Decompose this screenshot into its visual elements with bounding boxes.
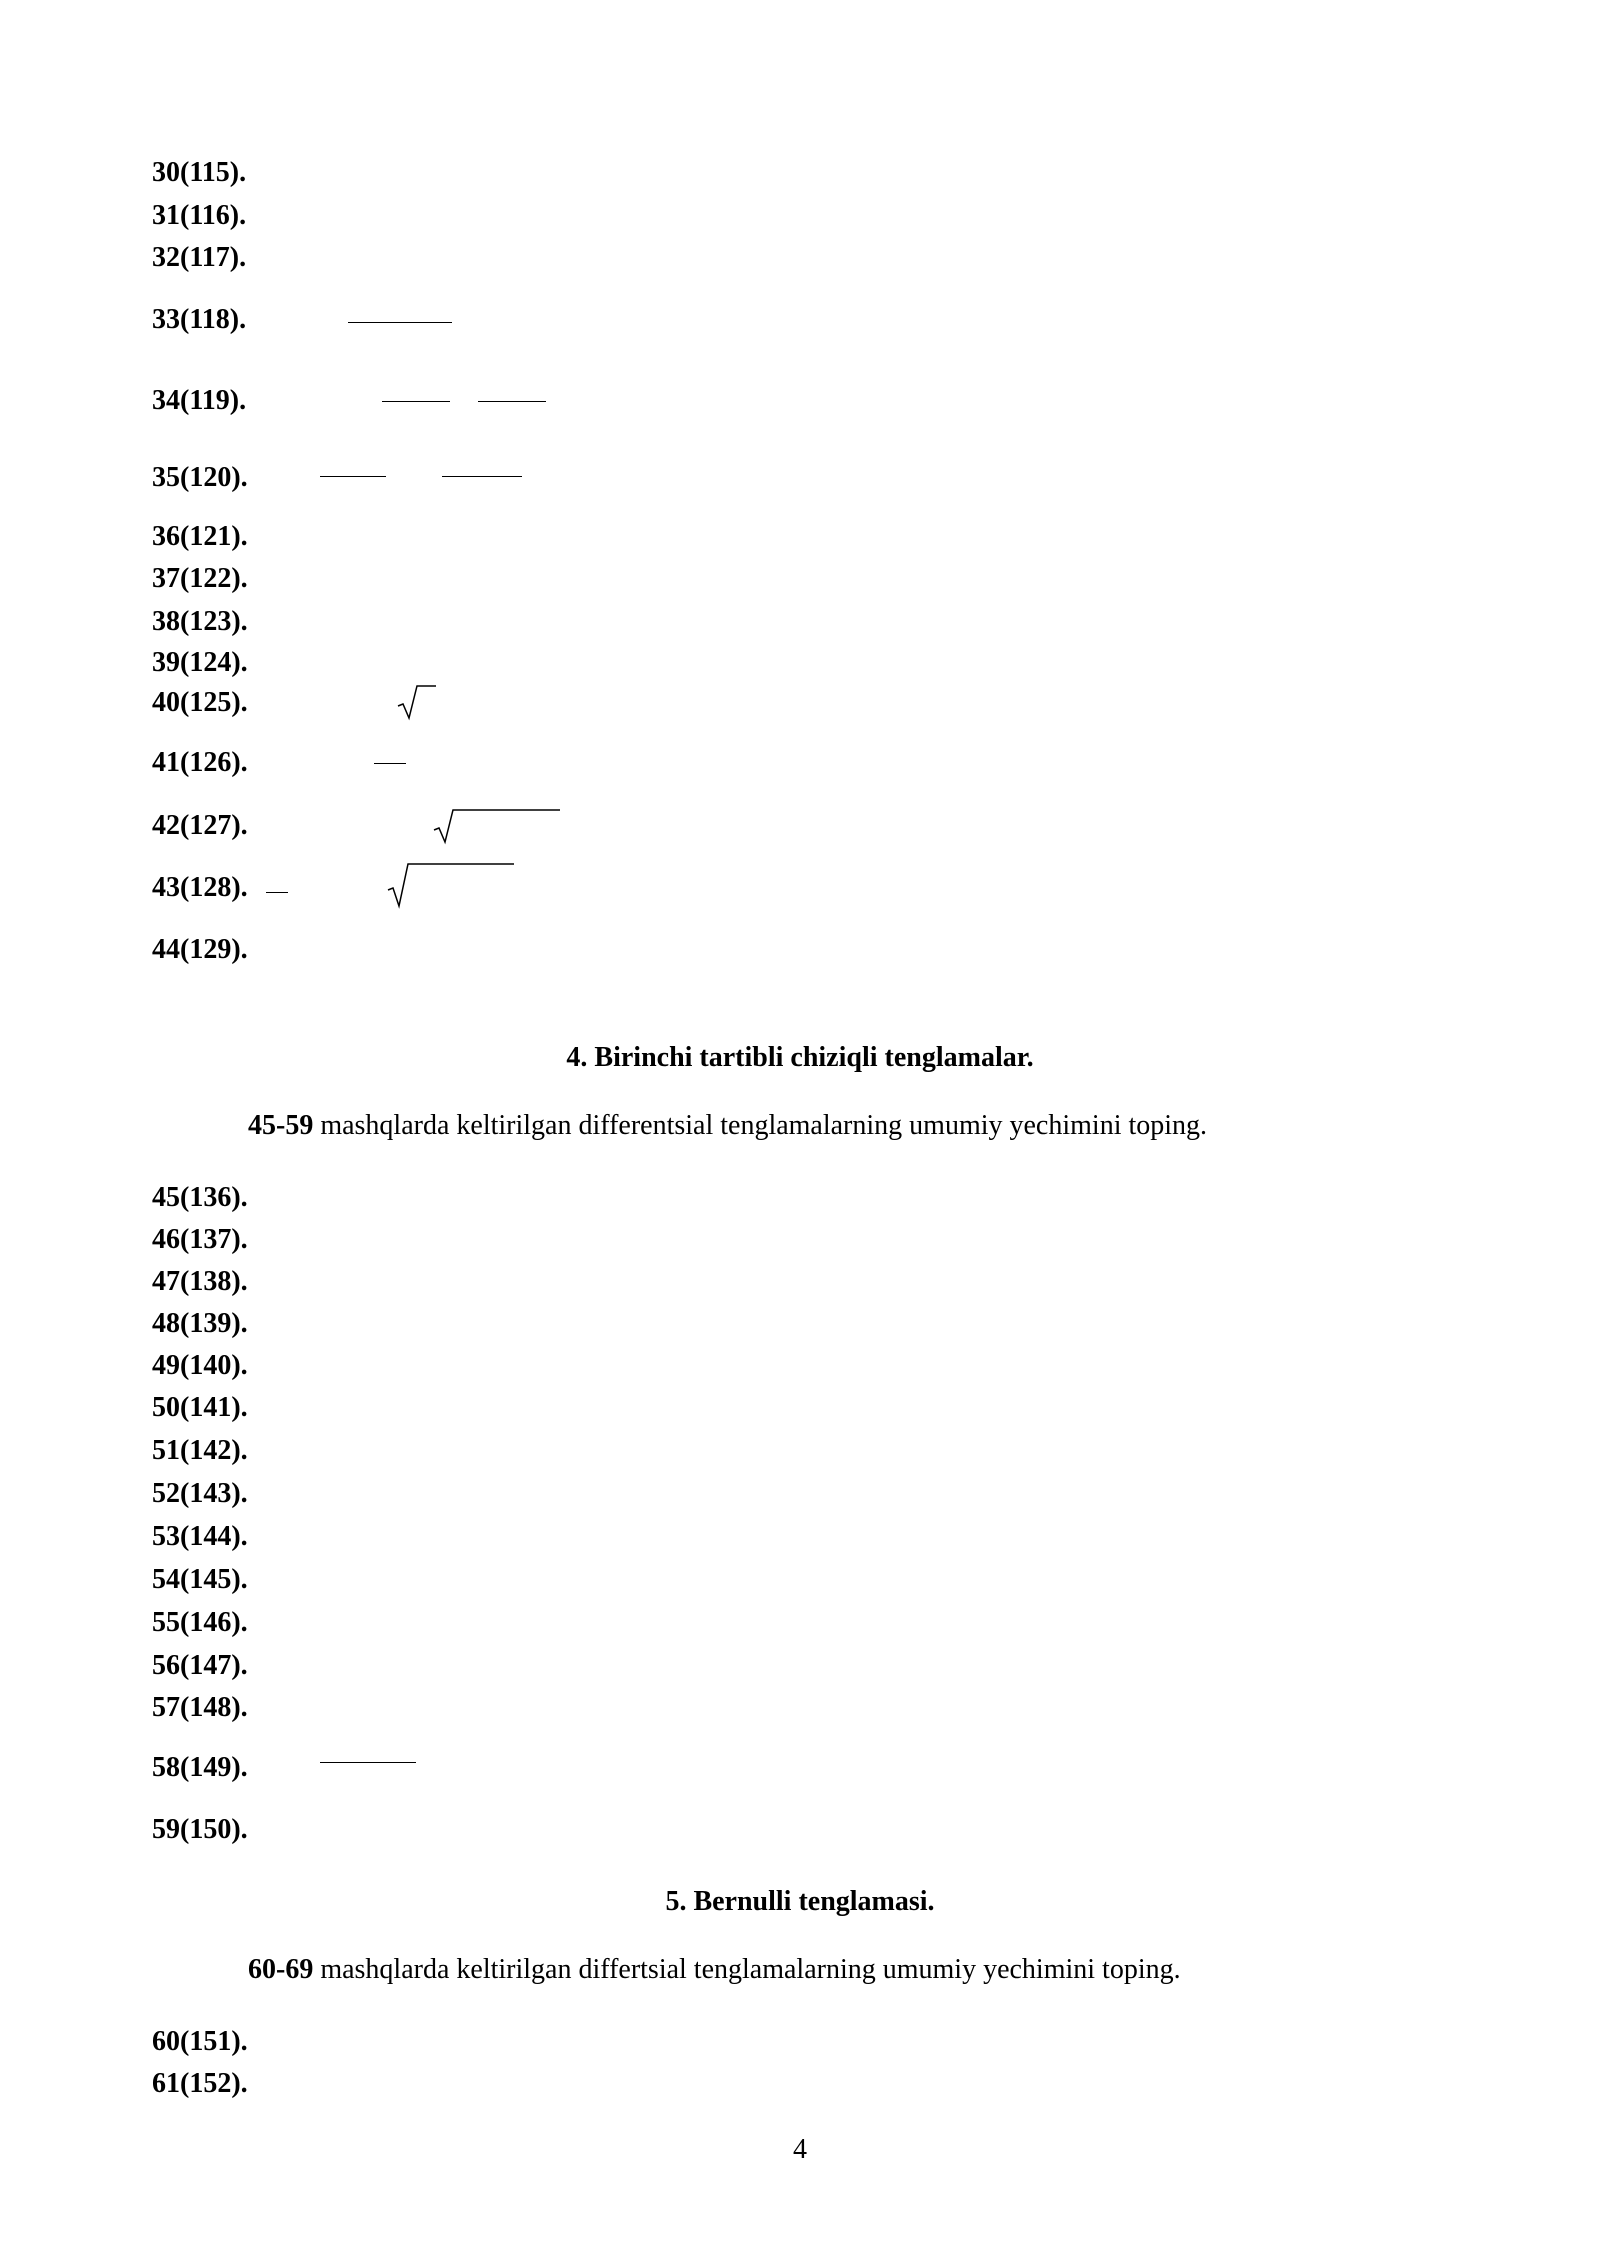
section-intro-linear — [248, 1110, 1207, 1142]
fraction-bar — [320, 476, 386, 477]
exercise-label-60: 60(151). — [152, 2026, 248, 2057]
fraction-bar — [478, 401, 546, 402]
radical-sign — [432, 808, 562, 848]
exercise-label-45: 45(136). — [152, 1182, 248, 1213]
exercise-label-51: 51(142). — [152, 1435, 248, 1466]
exercise-label-54: 54(145). — [152, 1564, 248, 1595]
exercise-label-43: 43(128). — [152, 872, 248, 903]
section-heading-linear: 4. Birinchi tartibli chiziqli tenglamalar. — [566, 1042, 1034, 1073]
exercise-label-35: 35(120). — [152, 462, 248, 493]
exercise-label-56: 56(147). — [152, 1650, 248, 1681]
fraction-bar — [382, 401, 450, 402]
exercise-label-59: 59(150). — [152, 1814, 248, 1845]
exercise-label-32: 32(117). — [152, 242, 247, 273]
fraction-bar — [320, 1762, 416, 1763]
exercise-label-34: 34(119). — [152, 385, 247, 416]
fraction-bar — [442, 476, 522, 477]
exercise-label-48: 48(139). — [152, 1308, 248, 1339]
exercise-label-31: 31(116). — [152, 200, 247, 231]
radical-sign — [386, 862, 516, 910]
exercise-label-30: 30(115). — [152, 157, 247, 188]
exercise-label-50: 50(141). — [152, 1392, 248, 1423]
exercise-label-38: 38(123). — [152, 606, 248, 637]
exercise-label-49: 49(140). — [152, 1350, 248, 1381]
fraction-bar — [348, 322, 452, 323]
intro-text: mashqlarda keltirilgan differentsial tenglamalarning umumiy yechimini toping. — [313, 1110, 1208, 1141]
exercise-label-52: 52(143). — [152, 1478, 248, 1509]
exercise-label-58: 58(149). — [152, 1752, 248, 1783]
fraction-bar — [266, 892, 288, 893]
exercise-label-39: 39(124). — [152, 647, 248, 678]
section-intro-bernoulli — [248, 1954, 1181, 1986]
exercise-label-33: 33(118). — [152, 304, 247, 335]
exercise-label-47: 47(138). — [152, 1266, 248, 1297]
exercise-label-53: 53(144). — [152, 1521, 248, 1552]
exercise-label-55: 55(146). — [152, 1607, 248, 1638]
radical-sign — [396, 684, 436, 724]
exercise-label-40: 40(125). — [152, 687, 248, 718]
exercise-range: 60-69 — [248, 1954, 314, 1985]
exercise-label-42: 42(127). — [152, 810, 248, 841]
exercise-label-46: 46(137). — [152, 1224, 248, 1255]
fraction-bar — [374, 763, 406, 764]
exercise-label-44: 44(129). — [152, 934, 248, 965]
intro-text: mashqlarda keltirilgan differtsial tenglamalarning umumiy yechimini toping. — [313, 1954, 1181, 1985]
section-heading-bernoulli: 5. Bernulli tenglamasi. — [665, 1886, 935, 1917]
exercise-label-41: 41(126). — [152, 747, 248, 778]
page-number: 4 — [793, 2134, 807, 2165]
exercise-label-36: 36(121). — [152, 521, 248, 552]
exercise-label-57: 57(148). — [152, 1692, 248, 1723]
exercise-label-37: 37(122). — [152, 563, 248, 594]
exercise-range: 45-59 — [248, 1110, 314, 1141]
exercise-label-61: 61(152). — [152, 2068, 248, 2099]
